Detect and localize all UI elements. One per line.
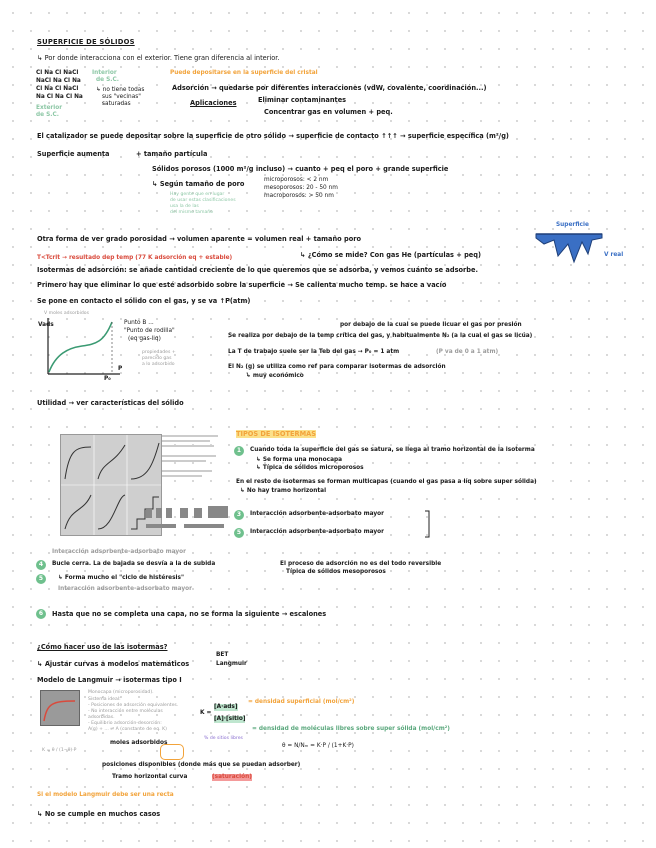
tipo6a-text: Interacción adsorbente-adsorbato mayor: [52, 549, 186, 555]
section-title: SUPERFICIE DE SÓLIDOS: [37, 38, 135, 46]
propiedades-note: parecido gas: [142, 356, 172, 361]
bet-label: BET: [216, 652, 229, 658]
k-denominator: [A]·[sitio]: [214, 716, 246, 722]
lang-desc: A(g) + ... ⇌ A (constante de eq. K): [88, 727, 167, 732]
k-numerator: [A·ads]: [214, 704, 238, 710]
realiza-text: Se realiza por debajo de la temp crítica del gas, y habitualmente N₂ (a la cual el gas se licúa): [228, 333, 533, 339]
punto-b: Punto B ...: [124, 320, 154, 326]
poro-item: microporosos: < 2 nm: [264, 177, 329, 183]
tcrit-text: T<Tcrit → resultado dep temp (77 K adsorción eq + estable): [37, 255, 233, 261]
k-formula: K =: [200, 710, 212, 716]
ion-row: Cl Na Cl NaCl: [36, 70, 79, 76]
type-badge: 5: [36, 574, 46, 584]
isotherm-chart: [46, 318, 122, 376]
punto-b: "Punto de rodilla": [124, 328, 175, 334]
po-note: (P va de 0 a 1 atm): [436, 349, 499, 355]
isotherm-types-caption: [162, 432, 222, 482]
note-green: usa la de las: [170, 204, 199, 209]
type-badge: 5: [234, 528, 244, 538]
no-tiene-text: sus "vecinas": [102, 94, 141, 100]
pore-drawing: [534, 228, 604, 268]
ajustar-text: ↳ Ajustar curvas a modelos matemáticos: [37, 660, 190, 668]
no-tiene-text: saturadas: [102, 101, 131, 107]
lang-desc: adsorbidas.: [88, 715, 115, 720]
como-mide-text: ↳ ¿Cómo se mide? Con gas He (partículas + peq): [300, 251, 482, 259]
langmuir-label: Langmuir: [216, 661, 247, 667]
type-badge: 6: [36, 609, 46, 619]
lang-desc: - No interacción entre moléculas: [88, 709, 163, 714]
aplicacion-item: Concentrar gas en volumen + peq.: [264, 108, 393, 116]
tipo6c-text: El proceso de adsorción no es del todo reversible: [280, 561, 442, 567]
segun-text: ↳ Según tamaño de poro: [152, 180, 245, 188]
axis-label-vads: Vads: [38, 322, 54, 328]
lang-desc: - Posiciones de adsorción equivalentes.: [88, 703, 179, 708]
pore-shapes-figure: [144, 500, 230, 540]
propiedades-note: a lo adsorbido: [142, 362, 175, 367]
note-green: Hay gente que en lugar: [170, 192, 225, 197]
aplicacion-item: Eliminar contaminantes: [258, 96, 347, 104]
vreal-label: V real: [604, 252, 624, 258]
deposit-title: Puede depositarse en la superficie del cristal: [170, 70, 318, 76]
propiedades-note: propiedades +: [142, 350, 176, 355]
type-badge: 4: [36, 560, 46, 570]
exterior-label: Exterior: [36, 105, 63, 111]
sup-aumenta: Superficie aumenta: [37, 150, 110, 158]
tramo-highlight: (saturación): [212, 774, 252, 780]
tipo1c-text: En el resto de isotermas se forman multicapas (cuando el gas pasa a líq sobre super sólida): [236, 479, 537, 485]
axis-label-p0: P₀: [104, 376, 111, 382]
densidad2-text: = densidad de moléculas libres sobre super sólida (mol/cm²): [252, 726, 450, 732]
punto-b: (eq gas-liq): [128, 336, 161, 342]
tipo5-text: Interacción adsorbente-adsorbato mayor: [250, 529, 384, 535]
posiciones-text: posiciones disponibles (donde más que se puedan adsorber): [102, 762, 301, 768]
lang-desc: Sistema ideal:: [88, 697, 121, 702]
si-lang-text: Si el modelo Langmuir debe ser una recta: [37, 792, 174, 798]
tamano-text: + tamaño partícula: [136, 150, 208, 158]
tipo1b-text: ↳ Típica de sólidos microporosos: [256, 465, 364, 471]
catalizador-text: El catalizador se puede depositar sobre la superficie de otro sólido → superficie de contacto ↑↑↑ → superficie específica (m²/g): [37, 132, 509, 140]
ntheta-text: θ = N/Nₘ = K·P / (1+K·P): [282, 743, 354, 749]
langmuir-plot: [40, 690, 80, 726]
tipos-title: TIPOS DE ISOTERMAS: [236, 430, 317, 438]
type-badge: 1: [234, 446, 244, 456]
ion-row: Na Cl Na Cl Na: [36, 94, 83, 100]
tramo-text: Tramo horizontal curva: [112, 774, 188, 780]
t-trabajo-text: La T de trabajo suele ser la Teb del gas → P₀ = 1 atm: [228, 349, 400, 355]
primero-text: Primero hay que eliminar lo que esté adsorbido sobre la superficie → Se calienta mucho temp. se hace a vacío: [37, 281, 447, 289]
adsorcion-text: Adsorción → quedarse por diferentes interacciones (vdW, covalente, coordinación...): [172, 84, 487, 92]
moles-ads: moles adsorbidos: [110, 740, 168, 746]
lang-desc: Monocapa (microporosidad).: [88, 690, 154, 695]
bracket: [424, 510, 430, 538]
porosos-text: Sólidos porosos (1000 m²/g incluso) → cuanto + peq el poro + grande superficie: [152, 165, 449, 173]
no-tiene-text: ↳ no tiene todas: [96, 87, 145, 93]
barato-text: ↳ muy económico: [246, 373, 304, 379]
porosidad-text: Otra forma de ver grado porosidad → volumen aparente = volumen real + tamaño poro: [37, 235, 362, 243]
type-badge: 3: [234, 510, 244, 520]
tipo1-text: Cuando toda la superficie del gas se satura, se llega al tramo horizontal de la isoterma: [250, 447, 535, 453]
tipo6b-text: Bucle cerra. La de bajada se desvía a la de subida: [52, 561, 216, 567]
isotermas-text: Isotermas de adsorción: se añade cantidad creciente de lo que queremos que se adsorba, y vemos cuánto se adsorbe.: [37, 266, 479, 274]
aplicaciones-label: Aplicaciones: [190, 99, 237, 107]
tipo1d-text: ↳ No hay tramo horizontal: [240, 488, 327, 494]
pone-text: Se pone en contacto el sólido con el gas, y se va ↑P(atm): [37, 297, 251, 305]
densidad-text: = densidad superficial (mol/cm²): [248, 699, 355, 705]
tipo6e-text: ↳ Forma mucho el "ciclo de histéresis": [58, 575, 185, 581]
poro-item: macroporosos: > 50 nm: [264, 193, 334, 199]
modelo-title: Modelo de Langmuir → isotermas tipo I: [37, 676, 182, 684]
note-green: del mismo tamaño: [170, 210, 213, 215]
no-cumple-text: ↳ No se cumple en muchos casos: [37, 810, 161, 818]
ion-row: NaCl Na Cl Na: [36, 78, 81, 84]
tipo3-text: Interacción adsorbente-adsorbato mayor: [250, 511, 384, 517]
por-debajo-text: por debajo de la cual se puede licuar el gas por presión: [340, 322, 522, 328]
tipo7-text: Hasta que no se completa una capa, no se forma la siguiente → escalones: [52, 610, 327, 618]
poro-item: mesoporosos: 20 - 50 nm: [264, 185, 338, 191]
isotherm-curve: [49, 322, 112, 372]
como-hacer-title: ¿Cómo hacer uso de las isotermas?: [37, 643, 168, 651]
utilidad-text: Utilidad → ver características del sólido: [37, 399, 184, 407]
n2-text: El N₂ (g) se utiliza como ref para comparar isotermas de adsorción: [228, 364, 446, 370]
axis-label-p: P: [118, 366, 123, 372]
tipo6f-text: Interacción adsorbente-adsorbato mayor: [58, 586, 192, 592]
fraction-box: [160, 744, 184, 760]
equation-small: K = θ / (1−θ)·P: [42, 748, 77, 753]
kfrac-text: % de sitios libres: [204, 736, 243, 741]
interior-label-2: de S.C.: [96, 77, 119, 83]
exterior-label-2: de S.C.: [36, 112, 59, 118]
superficie-label: Superficie: [556, 222, 589, 228]
ion-row: Cl Na Cl NaCl: [36, 86, 79, 92]
note-green: de usar estas clasificaciones: [170, 198, 236, 203]
interior-label: Interior: [92, 70, 117, 76]
lang-desc: - Equilibrio adsorción-desorción:: [88, 721, 162, 726]
tipo1a-text: ↳ Se forma una monocapa: [256, 457, 343, 463]
vads-annotation: V moles adsorbidos: [44, 311, 89, 316]
tipo6d-text: Típica de sólidos mesoporosos: [286, 569, 386, 575]
intro-text: ↳ Por donde interacciona con el exterior. Tiene gran diferencia al interior.: [37, 54, 280, 62]
